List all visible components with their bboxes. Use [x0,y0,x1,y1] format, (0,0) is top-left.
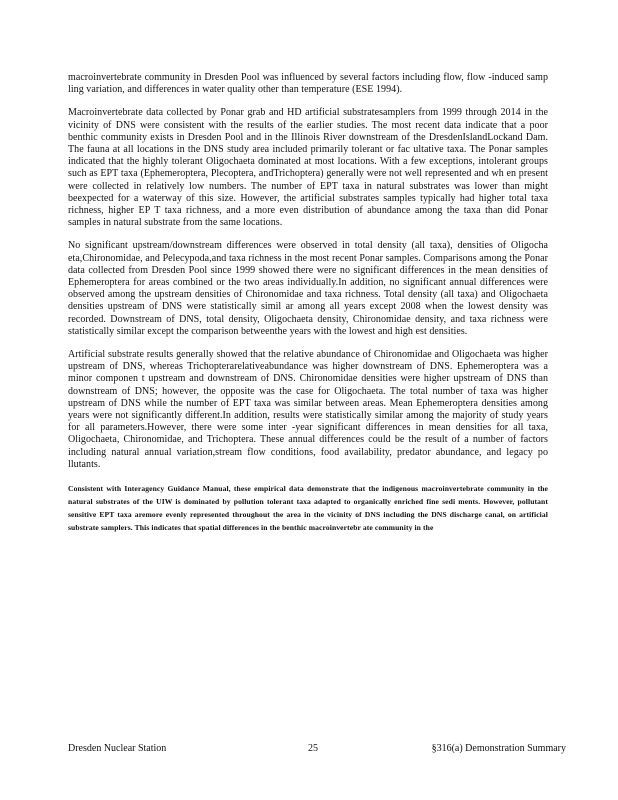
page-footer [68,742,566,756]
paragraph-2: Macroinvertebrate data collected by Ponar grab and HD artificial substratesamplers from 1999 through 2014 in the vicinity of DNS were consistent with the results of the earlier studies. The most recent data indicate that a poor benthic community exists in Dresden Pool and in the Illinois River downstream of the DresdenIslandLockand Dam. The fauna at all locations in the DNS study area included primarily tolerant or fac ultative taxa. The Ponar samples indicated that the highly tolerant Oligochaeta dominated at most locations. With a few exceptions, intolerant groups such as EPT taxa (Ephemeroptera, Plecoptera, andTrichoptera) generally were not well represented and wh en present were collected in relatively low numbers. The number of EPT taxa in natural substrates was lower than might beexpected for a waterway of this size. However, the artificial substrates samples typically had higher total taxa richness, higher EP T taxa richness, and a more even distribution of abundance among the taxa than did Ponar samples in natural substrate from the same locations. [68,107,548,229]
paragraph-1: macroinvertebrate community in Dresden Pool was influenced by several factors including flow, flow -induced samp ling variation, and differences in water quality other than temperature (ESE 1994). [68,72,548,96]
footer-document-title: Dresden Nuclear Station [68,743,167,754]
paragraph-3: No significant upstream/downstream differences were observed in total density (all taxa), densities of Oligocha eta,Chironomidae, and Pelecypoda,and taxa richness in the most recent Ponar samples. Comparisons among the Ponar data collected from Dresden Pool since 1999 showed there were no significant differences in the mean densities of Ephemeroptera for areas combined or the two areas individually.In addition, no significant annual differences were observed among the upstream densities of Chironomidae and taxa richness. Total density (all taxa) and Oligochaeta densities upstream of DNS were statistically simil ar among all years except 2008 when the lowest density was recorded. Downstream of DNS, total density, Oligochaeta density, Chironomidae density, and taxa richness were statistically similar except the comparison betweenthe years with the lowest and high est densities. [68,240,548,337]
footer-section-title: §316(a) Demonstration Summary [431,743,566,754]
footer-page-number: 25 [308,743,318,754]
paragraph-4: Artificial substrate results generally showed that the relative abundance of Chironomidae and Oligochaeta was higher upstream of DNS, whereas Trichopterarelativeabundance was higher downstream of DNS. Ephemeroptera was a minor componen t upstream and downstream of DNS. Chironomidae densities were higher upstream of DNS than downstream of DNS; however, the opposite was the case for Oligochaeta. The total number of taxa was higher upstream of DNS while the number of EPT taxa was similar between areas. Mean Ephemeroptera densities among years were not significantly different.In addition, results were statistically similar among the majority of study years for all parameters.However, there were some inter -year significant differences in mean densities for all taxa, Oligochaeta, Chironomidae, and Trichoptera. These annual differences could be the result of a number of factors including natural annual variation,stream flow conditions, food availability, predator abundance, and legacy po llutants. [68,349,548,470]
document-body [68,72,548,545]
paragraph-conclusion: Consistent with Interagency Guidance Manual, these empirical data demonstrate that the indigenous macroinvertebrate community in the natural substrates of the UIW is dominated by pollution tolerant taxa adapted to organically enriched fine sedi ments. However, pollutant sensitive EPT taxa aremore evenly represented throughout the area in the vicinity of DNS including the DNS discharge canal, on artificial substrate samplers. This indicates that spatial differences in the benthic macroinvertebr ate community in the [68,484,548,533]
